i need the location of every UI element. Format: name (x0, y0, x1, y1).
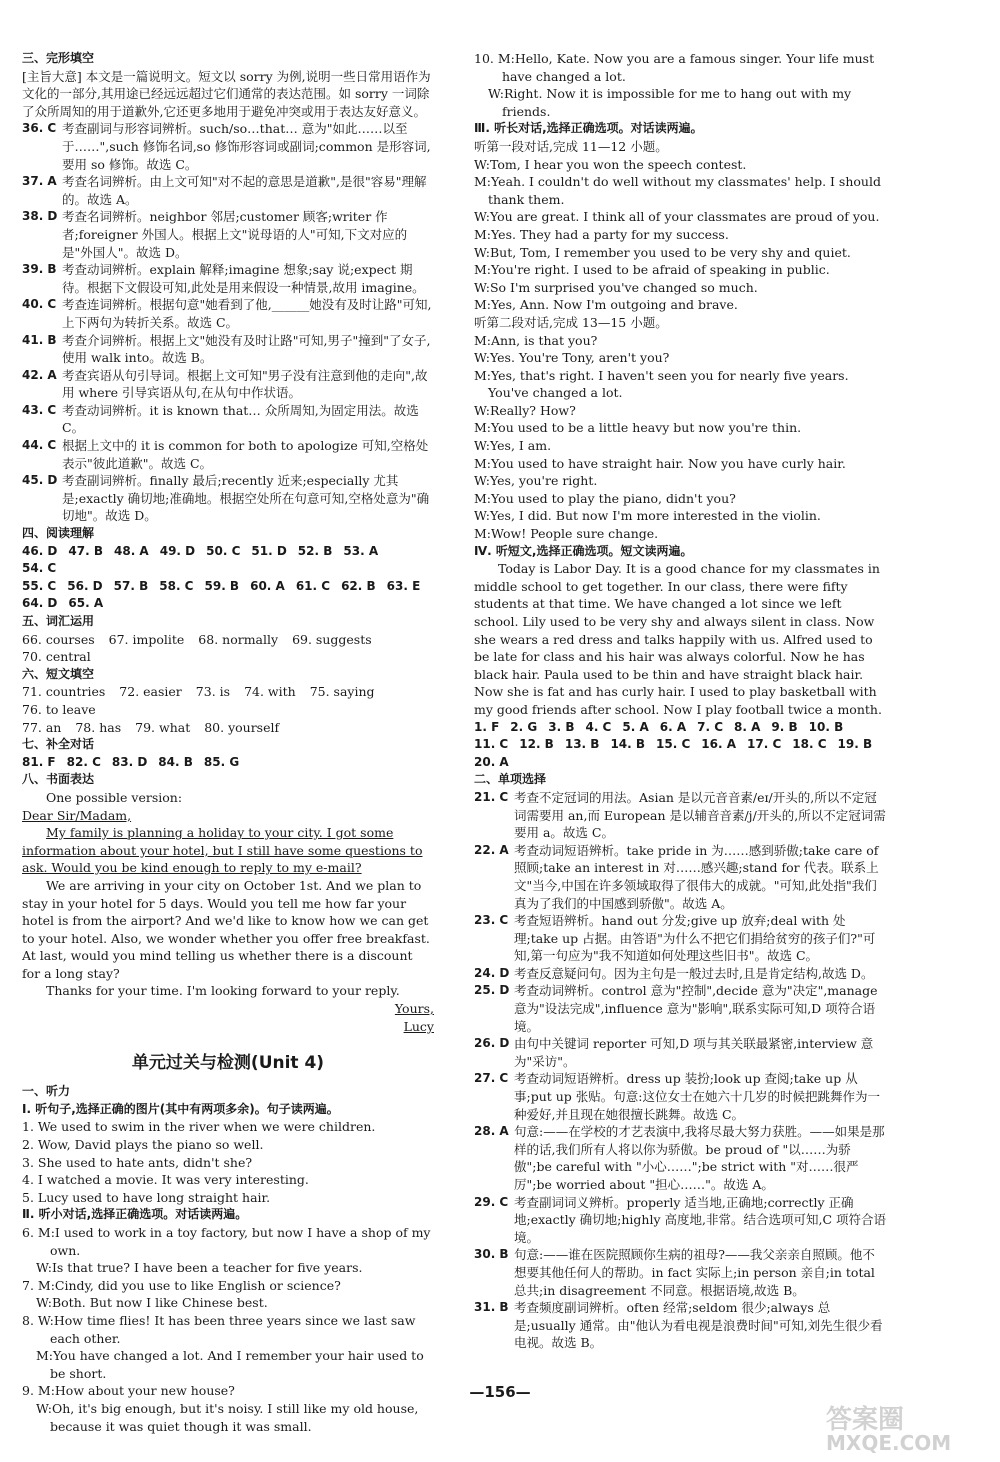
single-choice-explanation: 由句中关键词 reporter 可知,D 项与其关联最紧密,interview 意为"采访"。 (514, 1036, 874, 1069)
reading-answer: 61. C (295, 578, 331, 593)
listening-dialog-line: W:Right. Now it is impossible for me to hang out with my friends. (488, 86, 852, 119)
passage-fill-answer: 75. saying (309, 684, 375, 700)
dialog-line-line: M:Ann, is that you? (474, 332, 598, 348)
single-choice-number: 30. B (474, 1247, 509, 1262)
cloze-item (22, 437, 434, 472)
listening-sentence-line: 5. Lucy used to have long straight hair. (22, 1189, 271, 1205)
listening-answer: 2. G (510, 719, 538, 734)
listening-dialog-line: 8. W:How time flies! It has been three years since we last saw each other. (22, 1312, 416, 1346)
reading-answer: 58. C (159, 578, 194, 593)
reading-answer: 63. E (386, 578, 421, 593)
cloze-explanation: 考查副词与形容词辨析。such/so…that… 意为"如此……以至于……",such 修饰名词,so 修饰形容词或副词;common 是形容词,要用 so 修饰。故选 C。 (62, 121, 431, 172)
reading-answer: 50. C (206, 543, 241, 558)
single-choice-answer-list (474, 789, 886, 1352)
dialog-line-line: W:Yes, you're right. (474, 473, 598, 489)
vocab-answer: 67. impolite (108, 631, 185, 647)
listening-dialog-line: W:Both. But now I like Chinese best. (36, 1295, 268, 1311)
listening-part4-title: Ⅳ. 听短文,选择正确选项。短文读两遍。 (474, 543, 693, 558)
single-choice-number: 22. A (474, 842, 509, 857)
dialog-line-line: M:Yeah. I couldn't do well without my classmates' help. I should thank them. (474, 174, 881, 207)
passage-fill-answer: 71. countries (22, 684, 106, 700)
cloze-explanation: 考查副词辨析。finally 最后;recently 近来;especially 尤其是;exactly 确切地;准确地。根据空处所在句意可知,空格处意为"确切地"。故选 D。 (62, 473, 430, 524)
dialog-line-line: M:Yes, Ann. Now I'm outgoing and brave. (474, 297, 738, 313)
watermark-url: MXQE.COM (826, 1431, 952, 1455)
reading-row (22, 595, 434, 613)
cloze-item (22, 120, 434, 173)
watermark-logo (822, 1398, 990, 1456)
vocab-answer: 70. central (22, 649, 91, 665)
listening-sentence-line: 2. Wow, David plays the piano so well. (22, 1137, 264, 1153)
single-choice-item (474, 1070, 886, 1123)
listening-dialog-line: 7. M:Cindy, did you use to like English or science? (22, 1277, 341, 1293)
reading-answer: 52. B (297, 543, 333, 558)
single-choice-explanation: 考查动词辨析。control 意为"控制",decide 意为"决定",manage 意为"设法完成",influence 意为"影响",联系实际可知,D 项符合语境。 (514, 983, 878, 1034)
cloze-item (22, 208, 434, 261)
section-listening-title: 一、听力 (22, 1084, 71, 1099)
long-dialog-2 (474, 332, 886, 543)
reading-answer: 60. A (250, 578, 285, 593)
dialog-fill-answer: 81. F (22, 754, 56, 769)
listening-answer: 3. B (548, 719, 575, 734)
single-choice-explanation: 考查动词短语辨析。take pride in 为……感到骄傲;take care of 照顾;take an interest in 对……感兴趣;stand for 代表。联系上文"当今,中国在许多领域取得了很伟大的成就。"可知,此处指"我们真为了我们的中国感到骄傲"。故选 A。 (514, 842, 879, 911)
single-choice-item (474, 982, 886, 1035)
listening-answer: 9. B (771, 719, 798, 734)
listening-dialog-line: 6. M:I used to work in a toy factory, but now I have a shop of my own. (22, 1225, 431, 1258)
listening-part2-dialogs (22, 1224, 434, 1435)
letter-salutation: Dear Sir/Madam, (22, 807, 132, 823)
dialog-fill-answer-list (22, 754, 434, 772)
passage-fill-answer: 77. an (22, 719, 62, 735)
single-choice-explanation: 考查短语辨析。hand out 分发;give up 放弃;deal with 处理;take up 占据。由答语"为什么不把它们捐给贫穷的孩子们?"可知,第一句应为"我不知道如何处理这些旧书"。故选 C。 (514, 913, 876, 964)
dialog-line-line: W:So I'm surprised you've changed so much. (474, 279, 758, 295)
right-column (474, 50, 886, 1352)
listening-answer: 6. A (659, 719, 687, 734)
letter-paragraph-3: Thanks for your time. I'm looking forward to your reply. (46, 983, 400, 999)
single-choice-item (474, 1194, 886, 1247)
letter-closing: Yours, (394, 1001, 434, 1017)
cloze-explanation: 考查动词辨析。it is known that… 众所周知,为固定用法。故选 C。 (62, 402, 419, 436)
sample-letter (22, 789, 434, 1035)
cloze-explanation: 考查动词辨析。explain 解释;imagine 想象;say 说;expect 期待。根据下文假设可知,此处是用来假设一种情景,故用 imagine。 (62, 262, 425, 295)
cloze-explanation: 考查介词辨析。根据上文"她没有及时让路"可知,男子"撞到"了女子,使用 walk into。故选 B。 (62, 332, 431, 366)
reading-answer: 56. D (67, 578, 103, 593)
listening-answer: 14. B (610, 737, 646, 752)
single-choice-explanation: 考查反意疑问句。因为主句是一般过去时,且是肯定结构,故选 D。 (514, 965, 874, 981)
single-choice-item (474, 1299, 886, 1352)
unit-test-title: 单元过关与检测(Unit 4) (131, 1053, 325, 1074)
reading-answer: 53. A (343, 543, 379, 558)
dialog-fill-answer: 84. B (158, 754, 193, 769)
single-choice-explanation: 考查频度副词辨析。often 经常;seldom 很少;always 总是;usually 通常。由"他认为看电视是浪费时间"可知,刘先生很少看电视。故选 B。 (514, 1300, 883, 1351)
cloze-item (22, 367, 434, 402)
dialog1-title: 听第一段对话,完成 11—12 小题。 (474, 138, 668, 154)
reading-answer: 59. B (204, 578, 240, 593)
cloze-number: 42. A (22, 367, 57, 382)
cloze-item (22, 296, 434, 331)
section-single-choice-title: 二、单项选择 (474, 772, 547, 787)
single-choice-item (474, 842, 886, 912)
listening-part3-title: Ⅲ. 听长对话,选择正确选项。对话读两遍。 (474, 121, 703, 136)
passage-fill-answer: 72. easier (119, 684, 182, 700)
passage-fill-row (22, 683, 434, 718)
dialog-line-line: W:Really? How? (474, 402, 576, 418)
reading-answer: 49. D (159, 543, 196, 558)
letter-paragraph-2: We are arriving in your city on October 1st. And we plan to stay in your hotel for 5 days. Would you tell me how far your hotel is from the airport? And we'd like to know how we can get to your hotel. Also, we wonder whether you offer free breakfast. At last, would you mind telling us whether there is a discount for a long stay? (22, 877, 430, 981)
long-dialog-1 (474, 156, 886, 314)
listening-answer: 19. B (837, 737, 873, 752)
letter-intro: One possible version: (46, 789, 183, 805)
dialog-line-line: W:Yes, I did. But now I'm more interested in the violin. (474, 508, 821, 524)
dialog-line-line: W:But, Tom, I remember you used to be very shy and quiet. (474, 244, 851, 260)
listening-answer: 11. C (474, 737, 509, 752)
cloze-item (22, 332, 434, 367)
reading-row (22, 543, 434, 578)
dialog-line-line: M:Yes. They had a party for my success. (474, 226, 729, 242)
listening-part2-title: Ⅱ. 听小对话,选择正确选项。对话读两遍。 (22, 1207, 248, 1222)
vocab-answer: 68. normally (198, 631, 279, 647)
listening-dialog-line: M:You have changed a lot. And I remember your hair used to be short. (36, 1348, 424, 1381)
dialog-fill-answer: 83. D (111, 754, 148, 769)
listening-row (474, 719, 886, 737)
listening-answer: 17. C (747, 737, 782, 752)
cloze-explanation: 考查宾语从句引导词。根据上文可知"男子没有注意到他的走向",故用 where 引导宾语从句,在从句中作状语。 (62, 367, 428, 401)
listening-answer: 20. A (474, 754, 509, 769)
single-choice-explanation: 句意:——谁在医院照顾你生病的祖母?——我父亲亲自照顾。他不想要其他任何人的帮助。in fact 实际上;in person 亲自;in total 总共;in disagreement 不同意。根据语境,故选 B。 (514, 1247, 875, 1298)
single-choice-explanation: 考查不定冠词的用法。Asian 是以元音音素/eɪ/开头的,所以不定冠词需要用 an,而 European 是以辅音音素/j/开头的,所以不定冠词需要用 a。故选 C。 (514, 789, 886, 841)
dialog-line-line: M:You used to have straight hair. Now you have curly hair. (474, 455, 846, 471)
listening-answer: 7. C (697, 719, 724, 734)
reading-answer: 46. D (22, 543, 58, 558)
listening-answer: 18. C (792, 737, 827, 752)
dialog-line-line: W:Yes. You're Tony, aren't you? (474, 350, 670, 366)
listening-answer: 13. B (564, 737, 600, 752)
passage-fill-answer: 80. yourself (204, 719, 280, 735)
passage-fill-answer: 76. to leave (22, 701, 96, 717)
reading-answer: 64. D (22, 596, 58, 611)
single-choice-item (474, 912, 886, 965)
dialog-line-line: W:Yes, I am. (474, 438, 552, 454)
single-choice-number: 23. C (474, 913, 509, 928)
cloze-item (22, 472, 434, 525)
section-vocab-title: 五、词汇运用 (22, 614, 95, 628)
passage-fill-row (22, 719, 434, 737)
cloze-number: 41. B (22, 332, 57, 347)
reading-answer: 48. A (114, 543, 149, 558)
dialog-line-line: M:You're right. I used to be afraid of speaking in public. (474, 262, 830, 278)
cloze-number: 45. D (22, 473, 58, 488)
listening-sentence-line: 1. We used to swim in the river when we were children. (22, 1119, 376, 1135)
listening-answer: 8. A (734, 719, 761, 734)
reading-answer: 65. A (68, 596, 104, 611)
listening-dialog-line: 9. M:How about your new house? (22, 1383, 235, 1399)
section-writing-title: 八、书面表达 (22, 772, 95, 787)
cloze-number: 38. D (22, 209, 58, 224)
single-choice-item (474, 1246, 886, 1299)
listening-answer: 4. C (585, 719, 612, 734)
listening-dialog-line: W:Is that true? I have been a teacher for five years. (36, 1260, 363, 1276)
single-choice-number: 21. C (474, 789, 509, 804)
reading-answer-list (22, 543, 434, 613)
cloze-explanation: 考查名词辨析。neighbor 邻居;customer 顾客;writer 作者;foreigner 外国人。根据上文"说母语的人"可知,下文对应的是"外国人"。故选 D。 (62, 209, 408, 260)
letter-signature: Lucy (403, 1018, 434, 1034)
page-number: —156— (469, 1383, 531, 1401)
cloze-number: 40. C (22, 297, 57, 312)
listening-answer-list (474, 719, 886, 772)
listening-answer: 12. B (519, 737, 554, 752)
cloze-number: 36. C (22, 121, 57, 136)
listening-answer: 10. B (808, 719, 844, 734)
reading-answer: 51. D (251, 543, 287, 558)
reading-answer: 55. C (22, 578, 57, 593)
main-idea: [主旨大意] 本文是一篇说明文。短文以 sorry 为例,说明一些日常用语作为文化的一部分,其用途已经远远超过它们通常的表达范围。如 sorry 一词除了众所周知的用于道歉外,它还更多地用于避免冲突或用于表达友好意义。 (22, 68, 431, 119)
section-passage-fill-title: 六、短文填空 (22, 666, 95, 681)
single-choice-number: 29. C (474, 1194, 509, 1209)
cloze-number: 37. A (22, 174, 57, 189)
dialog-line-line: M:You used to play the piano, didn't you? (474, 490, 736, 506)
single-choice-number: 27. C (474, 1071, 509, 1086)
listening-answer: 5. A (622, 719, 649, 734)
single-choice-explanation: 句意:——在学校的才艺表演中,我将尽最大努力获胜。——如果是那样的话,我们所有人将以你为骄傲。be proud of "以……为骄傲";be careful with "小心……";be strict with "对……很严厉";be worried about "担心……"。故选 A。 (514, 1124, 885, 1192)
cloze-item (22, 261, 434, 296)
cloze-item (22, 173, 434, 208)
vocab-answer-list (22, 631, 434, 666)
dialog2-title: 听第二段对话,完成 13—15 小题。 (474, 314, 668, 330)
single-choice-number: 25. D (474, 983, 510, 998)
dialog-line-line: W:You are great. I think all of your classmates are proud of you. (474, 209, 880, 225)
passage-fill-answer: 79. what (135, 719, 191, 735)
listening-row (474, 754, 886, 772)
cloze-number: 39. B (22, 262, 57, 277)
cloze-item (22, 402, 434, 437)
listening-answer: 16. A (701, 737, 737, 752)
reading-row (22, 578, 434, 596)
dialog-fill-answer: 85. G (203, 754, 240, 769)
single-choice-number: 24. D (474, 965, 510, 980)
passage-fill-answer: 78. has (75, 719, 122, 735)
vocab-answer: 69. suggests (292, 631, 372, 647)
listening-passage: Today is Labor Day. It is a good chance for my classmates in middle school to get together. In our class, there were fifty students at that time. We have changed a lot since we left school. Lily used to be very shy and always silent in class. Now she wears a red dress and talks happily with us. Alfred used to be late for class and his hair was always colorful. Now he has black hair. Paula used to be thin and have straight black hair. Now she is fat and has curly hair. I used to play basketball with my good friends after school. Now I play football twice a month. (474, 561, 882, 717)
listening-row (474, 736, 886, 754)
reading-answer: 62. B (341, 578, 376, 593)
single-choice-number: 26. D (474, 1036, 510, 1051)
section-cloze-title: 三、完形填空 (22, 51, 95, 65)
reading-answer: 57. B (113, 578, 149, 593)
left-column (22, 50, 434, 1435)
listening-part1-sentences (22, 1118, 434, 1206)
section-reading-title: 四、阅读理解 (22, 526, 95, 541)
listening-sentence-line: 3. She used to hate ants, didn't she? (22, 1154, 253, 1170)
single-choice-item (474, 965, 886, 983)
reading-answer: 54. C (22, 561, 57, 576)
watermark-text: 答案圈 (826, 1405, 905, 1435)
dialog-line-line: M:You used to be a little heavy but now you're thin. (474, 420, 802, 436)
cloze-answer-list (22, 120, 434, 525)
single-choice-number: 31. B (474, 1300, 509, 1315)
vocab-answer: 66. courses (22, 631, 95, 647)
letter-paragraph-1: My family is planning a holiday to your city. I got some information about your hotel, but I still have some questions to ask. Would you be kind enough to reply to my e-mail? (22, 825, 423, 876)
dialog-line-line: M:Yes, that's right. I haven't seen you for nearly five years. You've changed a lot. (474, 367, 849, 401)
cloze-explanation: 根据上文中的 it is common for both to apologize 可知,空格处表示"彼此道歉"。故选 C。 (62, 438, 429, 471)
dialog-fill-answer: 82. C (66, 754, 101, 769)
passage-fill-answer: 74. with (244, 684, 296, 700)
cloze-number: 44. C (22, 438, 57, 453)
listening-dialog-line: 10. M:Hello, Kate. Now you are a famous singer. Your life must have changed a lot. (474, 51, 875, 84)
single-choice-item (474, 1123, 886, 1193)
dialog-line-line: W:Tom, I hear you won the speech contest. (474, 156, 747, 172)
listening-sentence-line: 4. I watched a movie. It was very interesting. (22, 1172, 309, 1188)
dialog-line-line: M:Wow! People sure change. (474, 526, 659, 542)
passage-fill-answer-list (22, 683, 434, 736)
single-choice-explanation: 考查动词短语辨析。dress up 装扮;look up 查阅;take up 从事;put up 张贴。句意:这位女士在她六十几岁的时候把跳舞作为一种爱好,并且现在她很擅长跳舞。故选 C。 (514, 1071, 880, 1122)
single-choice-number: 28. A (474, 1124, 509, 1139)
single-choice-item (474, 1035, 886, 1070)
listening-answer: 1. F (474, 719, 500, 734)
listening-part1-title: Ⅰ. 听句子,选择正确的图片(其中有两项多余)。句子读两遍。 (22, 1101, 339, 1116)
single-choice-explanation: 考查副词词义辨析。properly 适当地,正确地;correctly 正确地;exactly 确切地;highly 高度地,非常。结合选项可知,C 项符合语境。 (514, 1194, 886, 1245)
cloze-explanation: 考查名词辨析。由上文可知"对不起的意思是道歉",是很"容易"理解的。故选 A。 (62, 174, 427, 207)
single-choice-item (474, 789, 886, 842)
passage-fill-answer: 73. is (195, 684, 231, 700)
listening-dialog-line: W:Oh, it's big enough, but it's noisy. I still like my old house, because it was quiet though it was small. (36, 1400, 419, 1434)
listening-q10-dialog (474, 50, 886, 120)
cloze-number: 43. C (22, 402, 57, 417)
listening-answer: 15. C (656, 737, 691, 752)
reading-answer: 47. B (68, 543, 103, 558)
section-dialog-fill-title: 七、补全对话 (22, 737, 95, 752)
cloze-explanation: 考查连词辨析。根据句意"她看到了他,______她没有及时让路"可知,上下两句为转折关系。故选 C。 (62, 297, 432, 330)
